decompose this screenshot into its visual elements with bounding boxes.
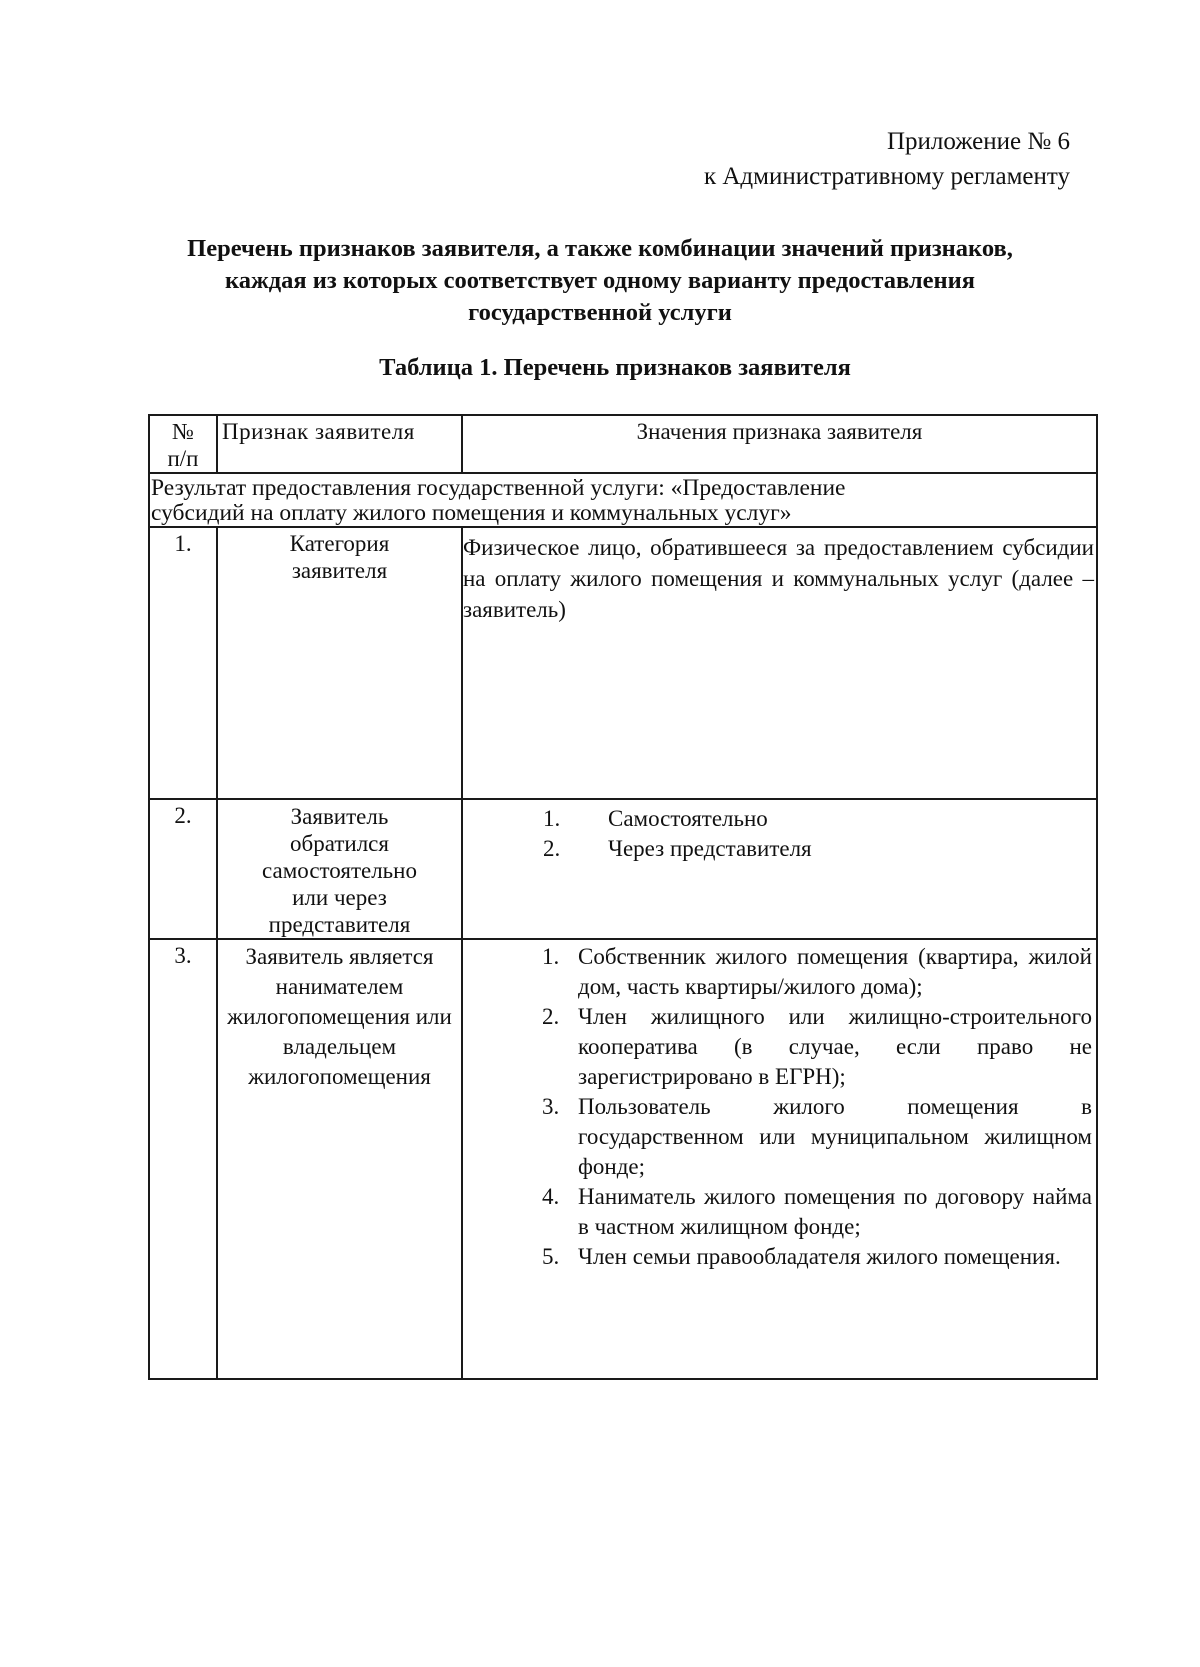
table-title: Таблица 1. Перечень признаков заявителя: [379, 354, 851, 381]
list-item: [463, 1182, 1096, 1242]
option-number: 1.: [543, 806, 561, 831]
option-number: 1.: [542, 944, 560, 969]
option-text: Через представителя: [608, 836, 812, 861]
table-row: [149, 799, 1097, 939]
option-text: Член семьи правообладателя жилого помещения.: [578, 1244, 1061, 1269]
option-text: Самостоятельно: [608, 806, 768, 831]
row-attribute-text: Заявитель является нанимателем жилогопомещения или владельцем жилогопомещения: [227, 944, 452, 1089]
document-title: [120, 233, 1080, 329]
section-heading: [149, 473, 1097, 527]
option-number: 2.: [542, 1004, 560, 1029]
row-number: 1.: [149, 527, 217, 799]
row-number: 3.: [149, 939, 217, 1379]
option-text: Член жилищного или жилищно-строительного кооператива (в случае, если право не зарегистрировано в ЕГРН);: [578, 1004, 1092, 1089]
header-number-abbr: п/п: [167, 446, 199, 471]
document-title-line: государственной услуги: [468, 299, 732, 326]
applicant-criteria-table: [148, 414, 1098, 1380]
appendix-regulation: к Административному регламенту: [703, 163, 1070, 190]
row-attribute: [217, 939, 462, 1379]
option-number: 4.: [542, 1184, 560, 1209]
row-attribute: [217, 527, 462, 799]
table-row: [149, 527, 1097, 799]
list-item: [463, 1002, 1096, 1092]
section-heading-line: Результат предоставления государственной услуги: «Предоставление: [151, 475, 846, 501]
list-item: [463, 1092, 1096, 1182]
header-number-sign: №: [172, 419, 194, 444]
document-title-line: Перечень признаков заявителя, а также комбинации значений признаков,: [187, 235, 1013, 262]
appendix-number: Приложение № 6: [886, 128, 1070, 155]
list-item: [463, 942, 1096, 1002]
header-values: Значения признака заявителя: [462, 415, 1097, 473]
option-text: Пользователь жилого помещения в государственном или муниципальном жилищном фонде;: [578, 1094, 1092, 1179]
option-number: 5.: [542, 1244, 560, 1269]
row-value: [462, 799, 1097, 939]
row-attribute: [217, 799, 462, 939]
table-row: [149, 939, 1097, 1379]
row-attribute-text: Заявитель обратился самостоятельно или через представителя: [262, 804, 417, 937]
option-text: Наниматель жилого помещения по договору найма в частном жилищном фонде;: [578, 1184, 1092, 1239]
list-item: [463, 804, 1096, 834]
option-number: 2.: [543, 836, 561, 861]
row-value: Физическое лицо, обратившееся за предоставлением субсидии на оплату жилого помещения и коммунальных услуг (далее – заявитель): [462, 527, 1097, 799]
header-number: [149, 415, 217, 473]
list-item: [463, 834, 1096, 864]
row-value: [462, 939, 1097, 1379]
appendix-reference: [704, 124, 1070, 194]
row-attribute-text: Категория заявителя: [289, 531, 390, 583]
document-title-line: каждая из которых соответствует одному варианту предоставления: [224, 267, 976, 294]
option-text: Собственник жилого помещения (квартира, жилой дом, часть квартиры/жилого дома);: [578, 944, 1092, 999]
option-number: 3.: [542, 1094, 560, 1119]
section-row: [149, 473, 1097, 527]
table-header-row: [149, 415, 1097, 473]
row-number: 2.: [149, 799, 217, 939]
section-heading-line: субсидий на оплату жилого помещения и коммунальных услуг»: [151, 500, 792, 526]
option-list: [463, 800, 1096, 864]
header-attribute: Признак заявителя: [217, 415, 462, 473]
list-item: [463, 1242, 1096, 1272]
option-list: [463, 940, 1096, 1272]
